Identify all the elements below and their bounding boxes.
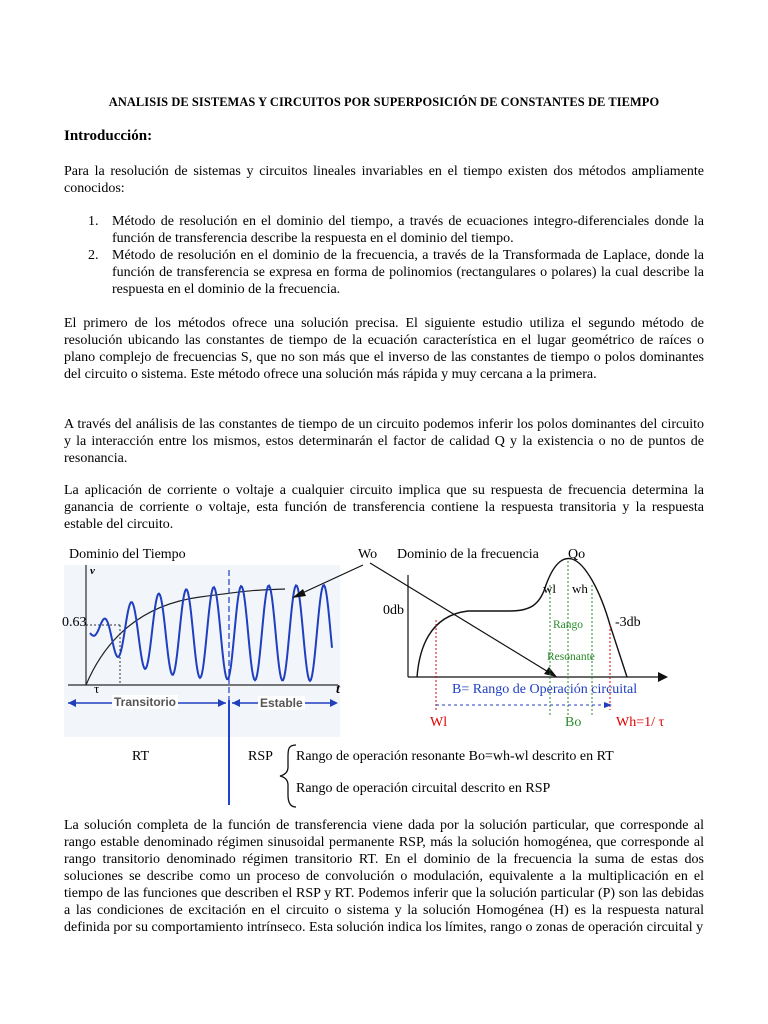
list-text: Método de resolución en el dominio de la frecuencia, a través de la Transformada de Laplace, donde la función de transferencia se expresa en forma de polinomios (rectangulares o polares) la cual describe la respuesta en el dominio de la frecuencia. — [112, 248, 704, 297]
section-heading: Introducción: — [64, 128, 153, 144]
arrow-head — [604, 702, 612, 708]
paragraph-intro: Para la resolución de sistemas y circuitos lineales invariables en el tiempo existen dos métodos ampliamente conocidos: — [64, 164, 704, 196]
frequency-response-curve — [417, 558, 627, 677]
list-item — [64, 213, 704, 247]
wl-small-label: wl — [543, 581, 556, 596]
paragraph-time-constants: A través del análisis de las constantes de tiempo de un circuito podemos inferir los polos dominantes del circuito y la interacción entre los mismos, estos determinarán el factor de calidad Q y la existencia o no de puntos de resonancia. — [64, 417, 704, 466]
tau-label: τ — [94, 681, 100, 696]
Bo-label: Bo — [565, 715, 582, 730]
document-title: ANALISIS DE SISTEMAS Y CIRCUITOS POR SUPERPOSICIÓN DE CONSTANTES DE TIEMPO — [108, 95, 660, 109]
paragraph-application: La aplicación de corriente o voltaje a cualquier circuito implica que su respuesta de frecuencia determina la ganancia de corriente o voltaje, esta función de transferencia contiene la respuesta transitoria y la respuesta estable del circuito. — [64, 483, 704, 532]
qo-label: Qo — [568, 547, 586, 562]
Wh-label: Wh=1/ τ — [616, 715, 665, 730]
list-item — [64, 247, 704, 298]
rsp-line-1: Rango de operación resonante Bo=wh-wl descrito en RT — [296, 749, 614, 764]
zero-db-label: 0db — [383, 603, 404, 618]
t-axis-label: t — [336, 682, 340, 697]
time-domain-label: Dominio del Tiempo — [69, 547, 186, 562]
rango-label: Rango — [553, 619, 584, 631]
wh-small-label: wh — [572, 581, 588, 596]
arrow-head — [544, 667, 557, 677]
v-axis-label: v — [90, 565, 95, 577]
b-range-label: B= Rango de Operación circuital — [452, 682, 638, 697]
minus3db-label: -3db — [615, 615, 641, 630]
wo-label: Wo — [358, 547, 378, 562]
rsp-label: RSP — [248, 749, 273, 764]
list-text: Método de resolución en el dominio del tiempo, a través de ecuaciones integro-diferenciales donde la función de transferencia describe la respuesta en el dominio del tiempo. — [112, 214, 704, 246]
estable-label: Estable — [260, 696, 303, 710]
figure-time-frequency — [60, 545, 710, 825]
rsp-line-2: Rango de operación circuital descrito en RSP — [296, 781, 551, 796]
methods-list — [64, 213, 704, 298]
arrow-head — [658, 672, 668, 682]
paragraph-methods: El primero de los métodos ofrece una solución precisa. El siguiente estudio utiliza el segundo método de resolución ubicando las constantes de tiempo de la ecuación característica en el lugar geométrico de raíces o plano complejo de frecuencias S, que no son más que el inverso de las constantes de tiempo o polos dominantes del circuito o sistema. Este método ofrece una solución más rápida y muy cercana a la primera. — [64, 316, 704, 382]
transitorio-label: Transitorio — [114, 695, 177, 709]
level-063-label: 0.63 — [62, 615, 87, 630]
freq-domain-label: Dominio de la frecuencia — [397, 547, 539, 562]
list-number: 2. — [88, 248, 99, 263]
resonante-label: Resonante — [547, 651, 595, 663]
paragraph-solution: La solución completa de la función de transferencia viene dada por la solución particular, que corresponde al rango estable denominado régimen sinusoidal permanente RSP, más la solución homogénea, que corresponde al rango transitorio denominado régimen transitorio RT. En el dominio de la frecuencia la suma de estas dos soluciones se describe como un proceso de convolución o modulación, equivalente a la multiplicación en el tiempo de las funciones que describen el RSP y RT. Podemos inferir que la solución particular (P) son las debidas a las condiciones de excitación en el circuito o sistema y la solución Homogénea (H) es la respuesta natural definida por su comportamiento intrínseco. Esta solución indica los límites, rango o zonas de operación circuital y — [64, 818, 704, 935]
list-number: 1. — [88, 214, 99, 229]
rsp-brace — [280, 745, 296, 807]
rt-label: RT — [132, 749, 150, 764]
Wl-label: Wl — [430, 715, 448, 730]
